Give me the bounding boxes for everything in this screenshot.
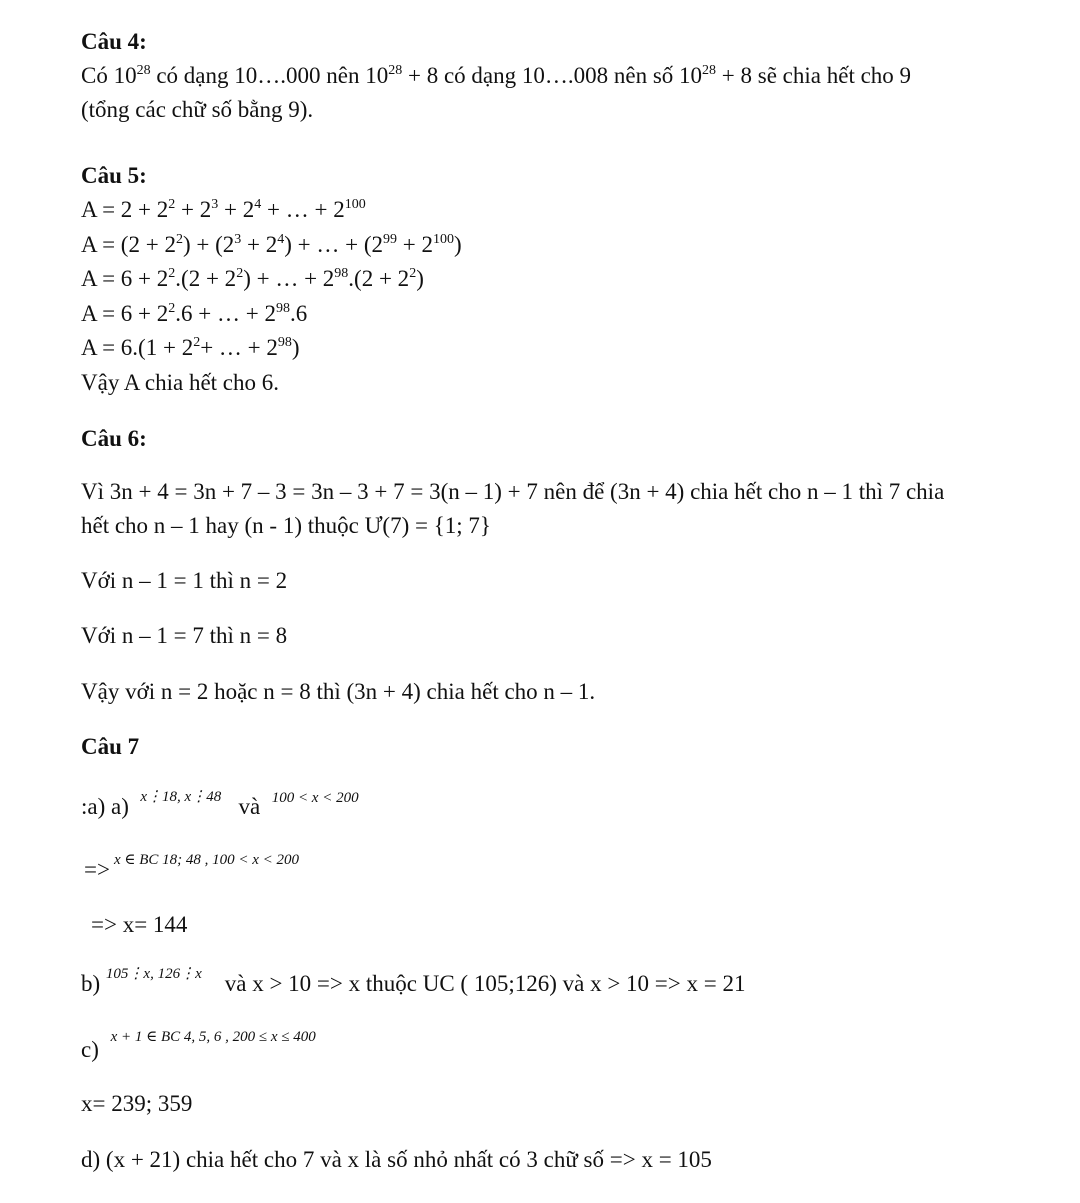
cau5-row4: $A = 6 + 2^2.6$ + … + $2^{98}.6$ [81, 301, 308, 326]
math-formula: x ∈ BC 18; 48 , 100 < x < 200 [113, 852, 300, 868]
cau6-para1: Vì 3n + 4 = 3n + 7 – 3 = 3n – 3 + 7 = 3(n – 1) + 7 nên để (3n + 4) chia hết cho n – 1 thì 7 chia [81, 479, 945, 504]
cau7-part-b: b) $^{105⋮x, 126⋮x}$ và x > 10 => x thuộc UC ( 105;126) và x > 10 => x = 21 [81, 966, 746, 996]
cau6-para3: Với n – 1 = 1 thì n = 2 [81, 568, 288, 593]
math-formula: 105⋮x, 126⋮x [105, 966, 202, 982]
math-formula: 100 < x < 200 [271, 790, 359, 806]
cau4-title: Câu 4: [81, 29, 147, 54]
cau6-title: Câu 6: [81, 426, 147, 451]
cau7-part-d: d) (x + 21) chia hết cho 7 và x là số nhỏ nhất có 3 chữ số => x = 105 [81, 1147, 712, 1172]
cau7-part-a: :a) a) $^{x⋮18, x⋮48}$ và $^{100 < x < 200}$ [81, 789, 359, 819]
cau7-a-answer: => x= 144 [91, 912, 188, 937]
cau6-para2: hết cho n – 1 hay (n - 1) thuộc Ư(7) = {1; 7} [81, 513, 491, 538]
cau7-a-step2: => $^{x \in BC 18; 48 , 100 < x < 200}$ [84, 852, 300, 882]
math-formula: x + 1 ∈ BC 4, 5, 6 , 200 ≤ x ≤ 400 [110, 1029, 316, 1045]
math-formula: x⋮18, x⋮48 [140, 789, 222, 805]
cau7-part-c: c) $^{x + 1 \in BC 4, 5, 6 , 200 \le x \le 400}$ [81, 1029, 316, 1062]
cau4-line1: Có $10^{28}$ có dạng 10….000 nên $10^{28} + 8$ có dạng 10….008 nên số $10^{28} + 8$ sẽ chia hết cho 9 [81, 63, 912, 88]
cau6-para4: Với n – 1 = 7 thì n = 8 [81, 623, 288, 648]
cau5-row2: $A = (2 + 2^2) + (2^3 + 2^4)$ + … + $(2^{99} + 2^{100})$ [81, 232, 462, 257]
cau5-row1: $A = 2 + 2^2 + 2^3 + 2^4$ + … + $2^{100}$ [81, 197, 366, 222]
cau5-row5: $A = 6.(1 + 2^2+$ … + $2^{98}$) [81, 335, 300, 360]
cau5-row3: $A = 6 + 2^2.(2 + 2^2)$ + … + $2^{98}.(2 + 2^2)$ [81, 266, 424, 291]
cau5-conclusion: Vậy A chia hết cho 6. [81, 370, 280, 395]
cau7-c-answer: x= 239; 359 [81, 1091, 193, 1116]
cau4-line2: (tổng các chữ số bằng 9). [81, 97, 314, 122]
cau5-title: Câu 5: [81, 163, 147, 188]
cau6-para5: Vậy với n = 2 hoặc n = 8 thì (3n + 4) chia hết cho n – 1. [81, 679, 596, 704]
cau7-title: Câu 7 [81, 734, 140, 759]
